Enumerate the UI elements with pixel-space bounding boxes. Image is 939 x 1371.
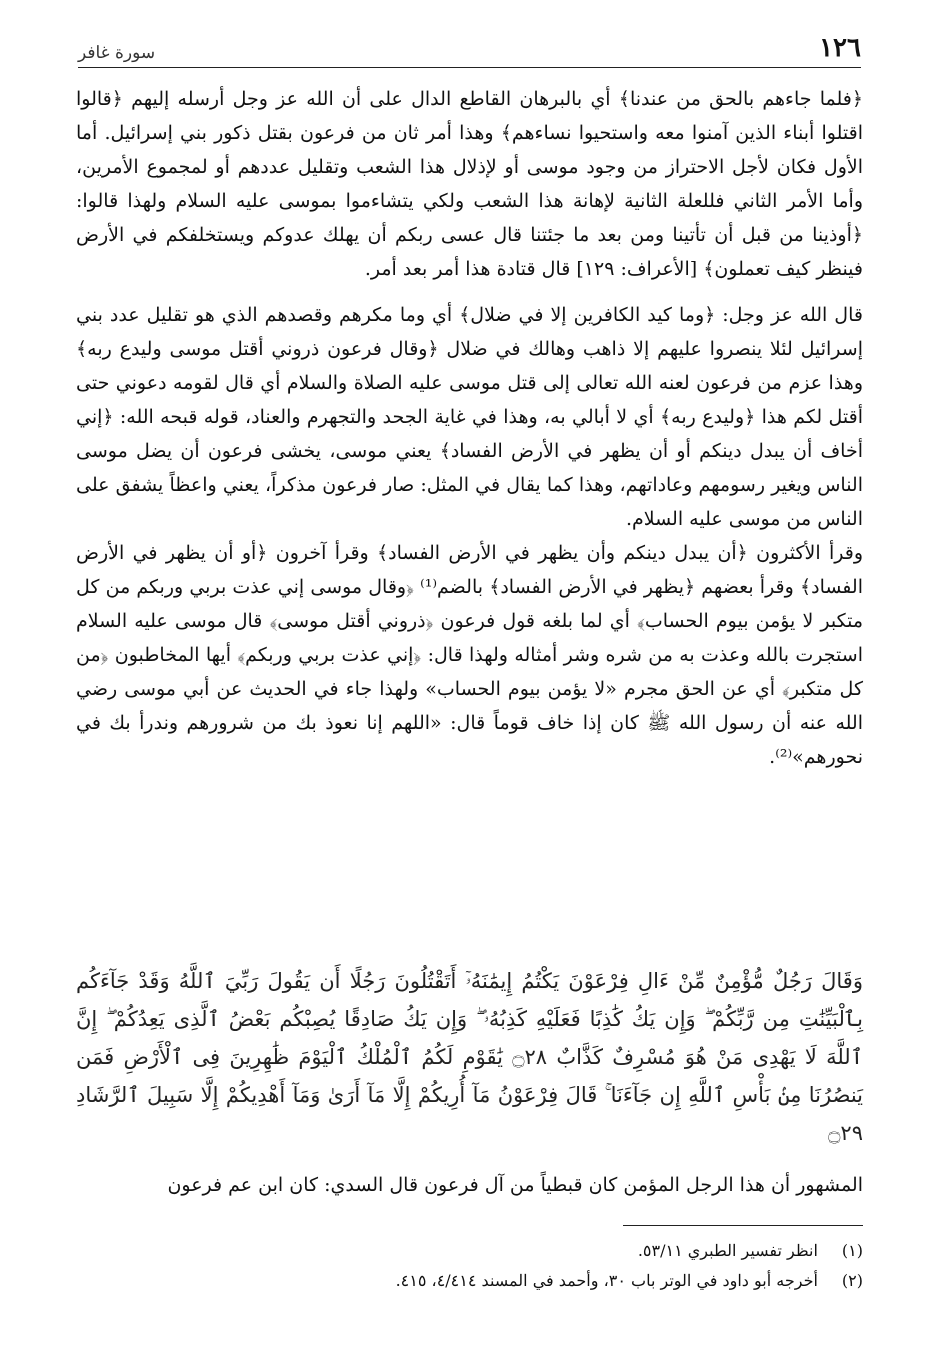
paragraph-3: وقرأ الأكثرون ﴿أن يبدل دينكم وأن يظهر في الأرض الفساد﴾ وقرأ آخرون ﴿أو أن يظهر في الأرض الفساد﴾ وقرأ بعضهم ﴿يظهر في الأرض الفساد﴾ بالضم⁽¹⁾ ﴿وقال موسى إني عذت بربي وربكم من كل متكبر لا يؤمن بيوم الحساب﴾ أي لما بلغه قول فرعون ﴿ذروني أقتل موسى﴾ قال موسى عليه السلام استجرت بالله وعذت به من شره وشر أمثاله ولهذا قال: ﴿إني عذت بربي وربكم﴾ أيها المخاطبون ﴿من كل متكبر﴾ أي عن الحق مجرم «لا يؤمن بيوم الحساب» ولهذا جاء في الحديث عن أبي موسى رضي الله عنه أن رسول الله ﷺ كان إذا خاف قوماً قال: «اللهم إنا نعوذ بك من شرورهم وندرأ بك في نحورهم»⁽²⁾. (76, 542, 863, 768)
footnote-1 (76, 1236, 863, 1266)
page-header (78, 30, 861, 68)
footnote-2 (76, 1266, 863, 1296)
paragraph-after-verses: المشهور أن هذا الرجل المؤمن كان قبطياً من آل فرعون قال السدي: كان ابن عم فرعون (167, 1174, 863, 1196)
paragraph-1: ﴿فلما جاءهم بالحق من عندنا﴾ أي بالبرهان القاطع الدال على أن الله عز وجل أرسله إليهم ﴿قالوا اقتلوا أبناء الذين آمنوا معه واستحيوا نساءهم﴾ وهذا أمر ثان من فرعون بقتل ذكور بني إسرائيل. أما الأول فكان لأجل الاحتراز من وجود موسى أو لإذلال هذا الشعب وتقليل عددهم أو لمجموع الأمرين، وأما الأمر الثاني فللعلة الثانية لإهانة هذا الشعب ولكي يتشاءموا بموسى عليه السلام ولهذا قالوا: ﴿أوذينا من قبل أن تأتينا ومن بعد ما جئتنا قال عسى ربكم أن يهلك عدوكم ويستخلفكم في الأرض فينظر كيف تعملون﴾ [الأعراف: ١٢٩] قال قتادة هذا أمر بعد أمر. (76, 88, 863, 280)
surah-name: سورة غافر (78, 43, 156, 63)
footnote-mark: (٢) (841, 1271, 863, 1290)
paragraph-2: قال الله عز وجل: ﴿وما كيد الكافرين إلا في ضلال﴾ أي وما مكرهم وقصدهم الذي هو تقليل عدد بني إسرائيل لئلا ينصروا عليهم إلا ذاهب وهالك في ضلال ﴿وقال فرعون ذروني أقتل موسى وليدع ربه﴾ وهذا عزم من فرعون لعنه الله تعالى إلى قتل موسى عليه الصلاة والسلام أي قال لقومه دعوني حتى أقتل لكم هذا ﴿وليدع ربه﴾ أي لا أبالي به، وهذا في غاية الجحد والتجهرم والعناد، قوله قبحه الله: ﴿إني أخاف أن يبدل دينكم أو أن يظهر في الأرض الفساد﴾ يعني موسى، يخشى فرعون أن يضل موسى الناس ويغير رسومهم وعاداتهم، وهذا كما يقال في المثل: صار فرعون مذكراً، يعني واعظاً يشفق على الناس من موسى عليه السلام. (76, 304, 863, 530)
page-number: ١٢٦ (819, 33, 861, 63)
footnotes (76, 1236, 863, 1296)
commentary-text (76, 82, 863, 774)
footnote-text: أخرجه أبو داود في الوتر باب ٣٠، وأحمد في المسند ٤/٤١٤، ٤١٥. (395, 1271, 818, 1290)
quran-verses: وَقَالَ رَجُلٌ مُّؤْمِنٌ مِّنْ ءَالِ فِرْعَوْنَ يَكْتُمُ إِيمَٰنَهُۥٓ أَتَقْتُلُونَ رَجُلًا أَن يَقُولَ رَبِّيَ ٱللَّهُ وَقَدْ جَآءَكُم بِٱلْبَيِّنَٰتِ مِن رَّبِّكُمْ ۖ وَإِن يَكُ كَٰذِبًا فَعَلَيْهِ كَذِبُهُۥ ۖ وَإِن يَكُ صَادِقًا يُصِبْكُم بَعْضُ ٱلَّذِى يَعِدُكُمْ ۖ إِنَّ ٱللَّهَ لَا يَهْدِى مَنْ هُوَ مُسْرِفٌ كَذَّابٌ ۝٢٨ يَٰقَوْمِ لَكُمُ ٱلْمُلْكُ ٱلْيَوْمَ ظَٰهِرِينَ فِى ٱلْأَرْضِ فَمَن يَنصُرُنَا مِنۢ بَأْسِ ٱللَّهِ إِن جَآءَنَا ۚ قَالَ فِرْعَوْنُ مَآ أُرِيكُمْ إِلَّا مَآ أَرَىٰ وَمَآ أَهْدِيكُمْ إِلَّا سَبِيلَ ٱلرَّشَادِ ۝٢٩ (76, 969, 863, 1145)
footnote-text: انظر تفسير الطبري ٥٣/١١. (637, 1241, 818, 1260)
footnote-mark: (١) (841, 1241, 863, 1260)
footnote-divider (623, 1225, 863, 1226)
